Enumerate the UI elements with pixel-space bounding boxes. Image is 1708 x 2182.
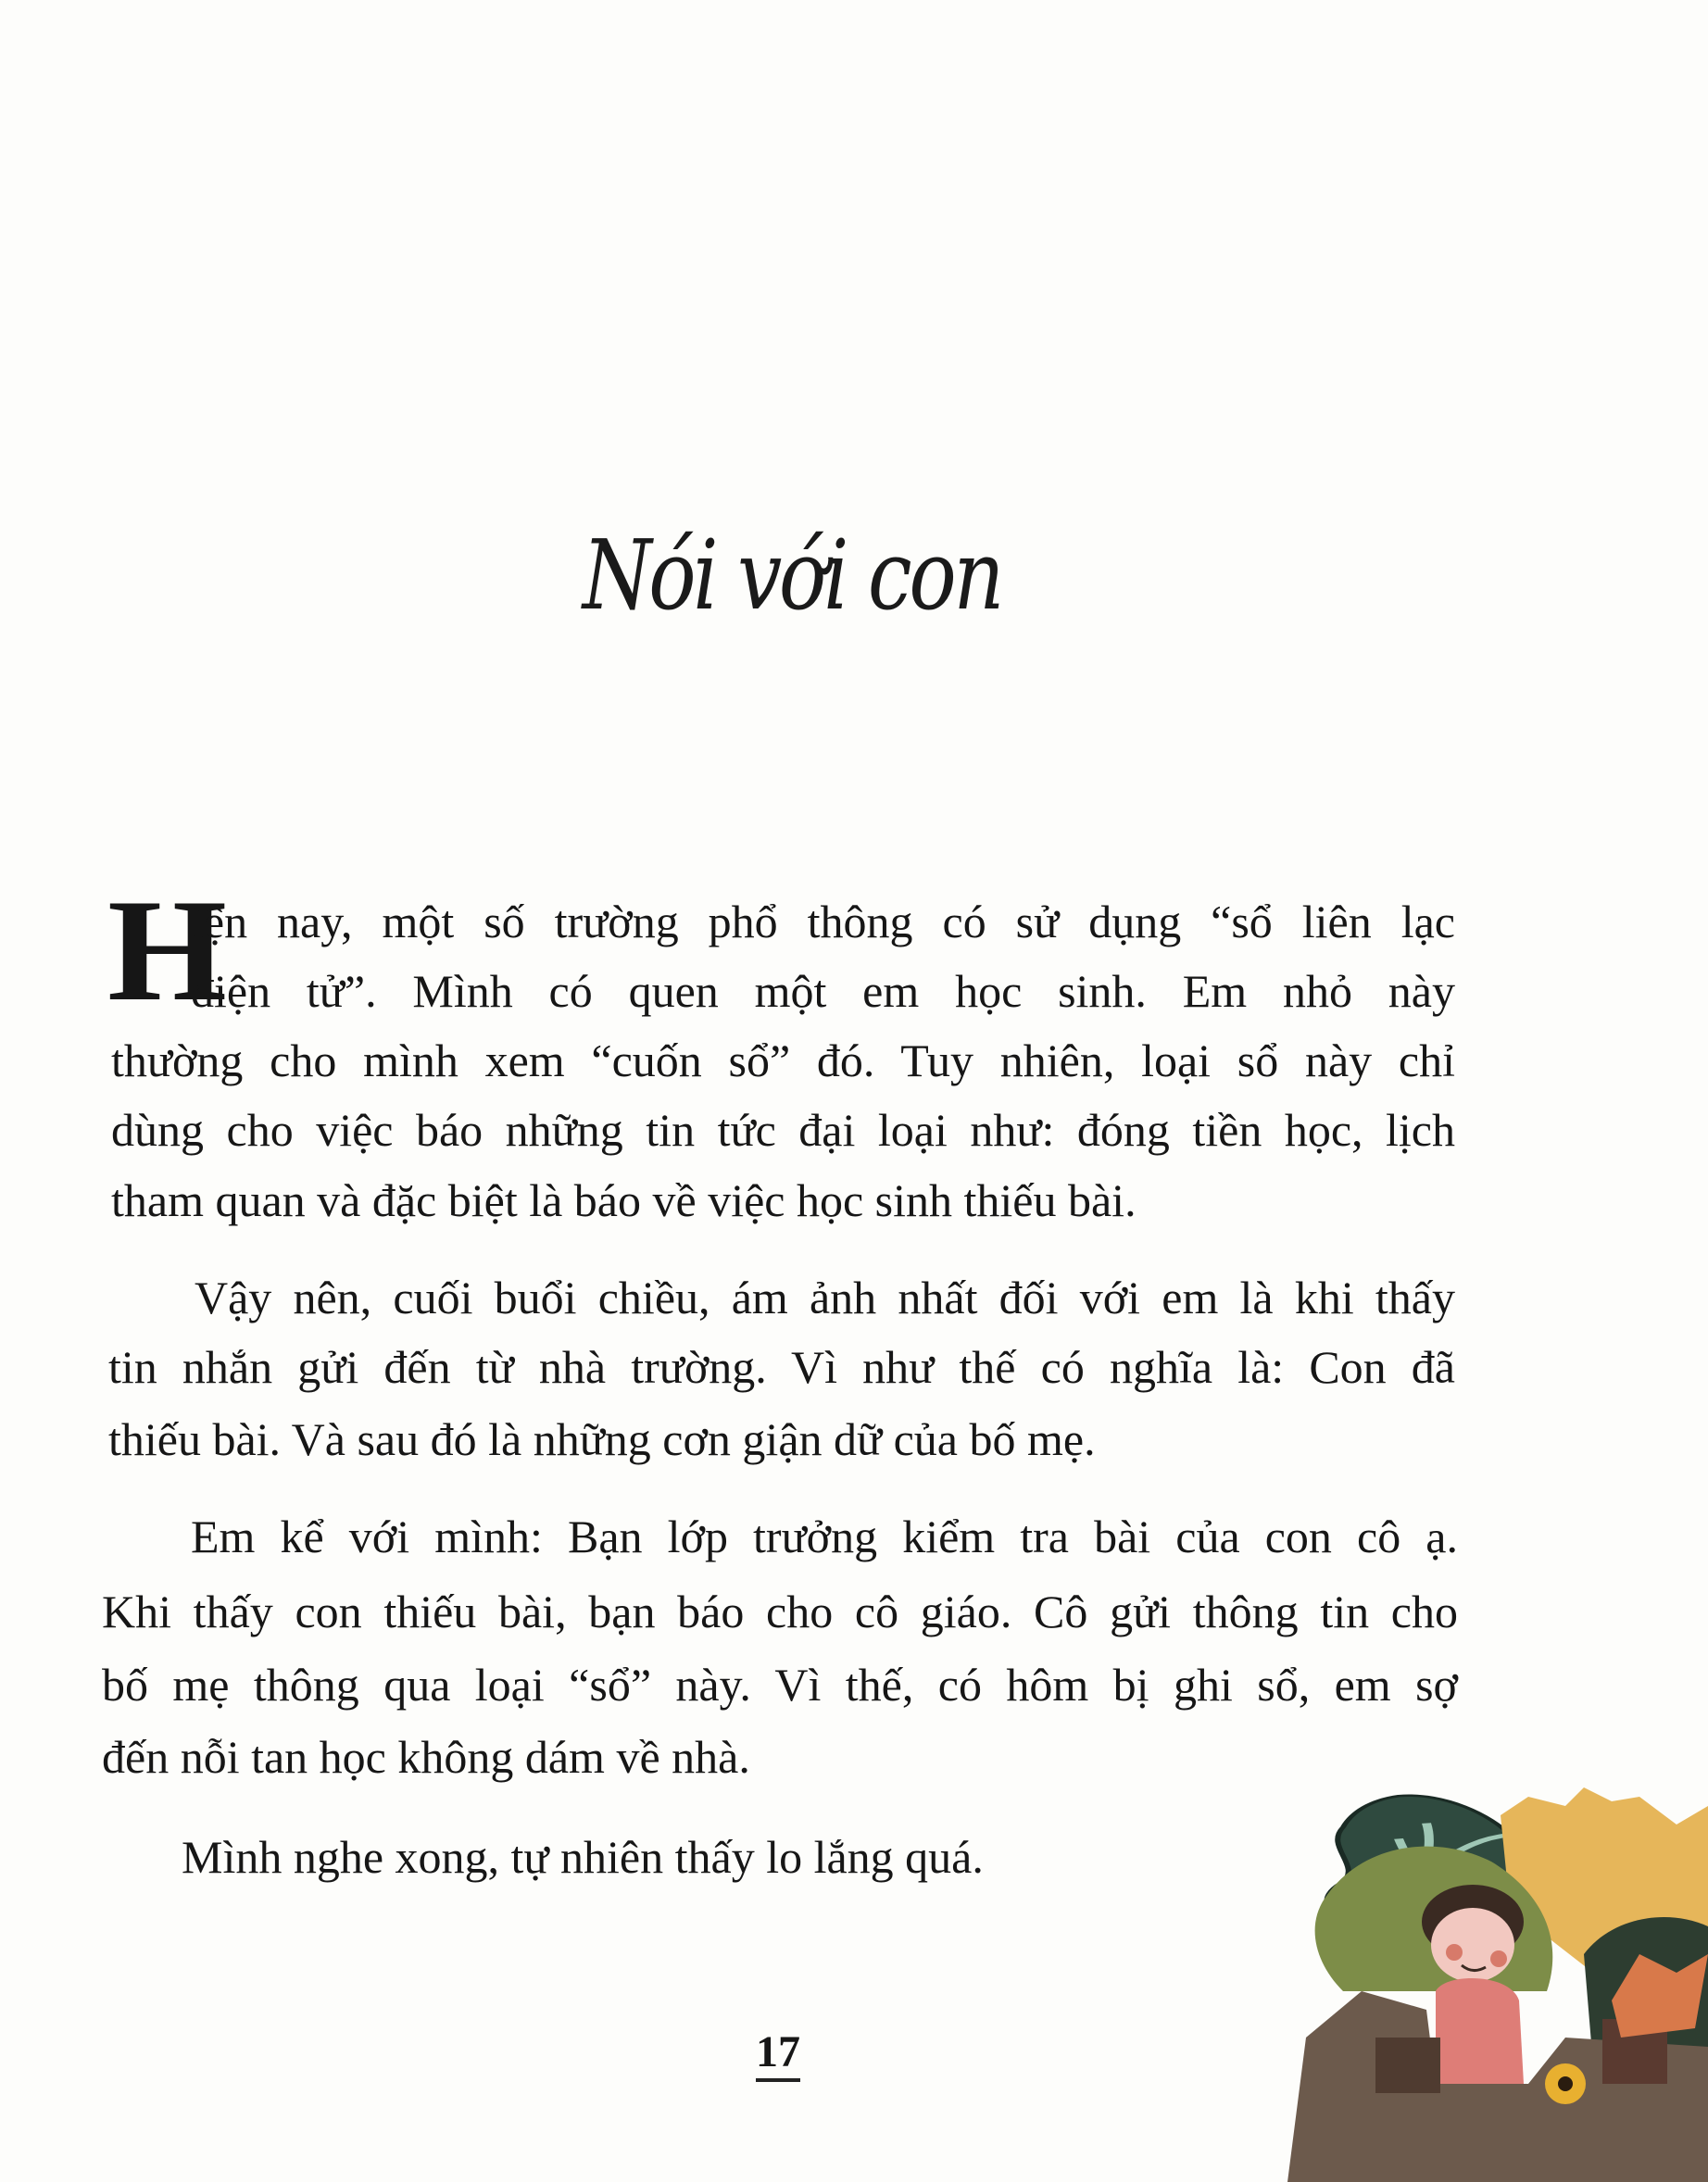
page-number-text: 17: [756, 2027, 800, 2082]
body-line: thiếu bài. Và sau đó là những cơn giận dữ của bố mẹ.: [108, 1413, 1096, 1465]
body-line: Vậy nên, cuối buổi chiều, ám ảnh nhất đối với em là khi thấy: [195, 1272, 1455, 1323]
child-cheek: [1446, 1944, 1463, 1961]
body-line: tham quan và đặc biệt là báo về việc học sinh thiếu bài.: [111, 1174, 1137, 1226]
body-line: dùng cho việc báo những tin tức đại loại như: đóng tiền học, lịch: [111, 1104, 1455, 1156]
sunflower-center: [1558, 2076, 1573, 2091]
body-line: đến nỗi tan học không dám về nhà.: [102, 1731, 750, 1783]
body-line: bố mẹ thông qua loại “sổ” này. Vì thế, có hôm bị ghi sổ, em sợ: [102, 1659, 1458, 1711]
body-line: Em kể với mình: Bạn lớp trưởng kiểm tra bài của con cô ạ.: [191, 1511, 1458, 1562]
body-line: iện nay, một số trường phổ thông có sử dụng “sổ liên lạc: [191, 896, 1455, 947]
chapter-title: Nói với con: [582, 519, 1002, 632]
body-line: tin nhắn gửi đến từ nhà trường. Vì như thế có nghĩa là: Con đã: [108, 1341, 1455, 1393]
child-shirt: [1436, 1978, 1524, 2084]
body-line: Mình nghe xong, tự nhiên thấy lo lắng quá.: [182, 1831, 984, 1883]
body-line: thường cho mình xem “cuốn sổ” đó. Tuy nhiên, loại sổ này chỉ: [111, 1035, 1455, 1086]
body-line: Khi thấy con thiếu bài, bạn báo cho cô giáo. Cô gửi thông tin cho: [102, 1586, 1458, 1637]
drop-cap: H: [107, 870, 228, 1032]
clay-pot: [1375, 2038, 1440, 2093]
body-line: điện tử”. Mình có quen một em học sinh. Em nhỏ này: [191, 965, 1455, 1017]
child-cheek: [1490, 1950, 1507, 1967]
